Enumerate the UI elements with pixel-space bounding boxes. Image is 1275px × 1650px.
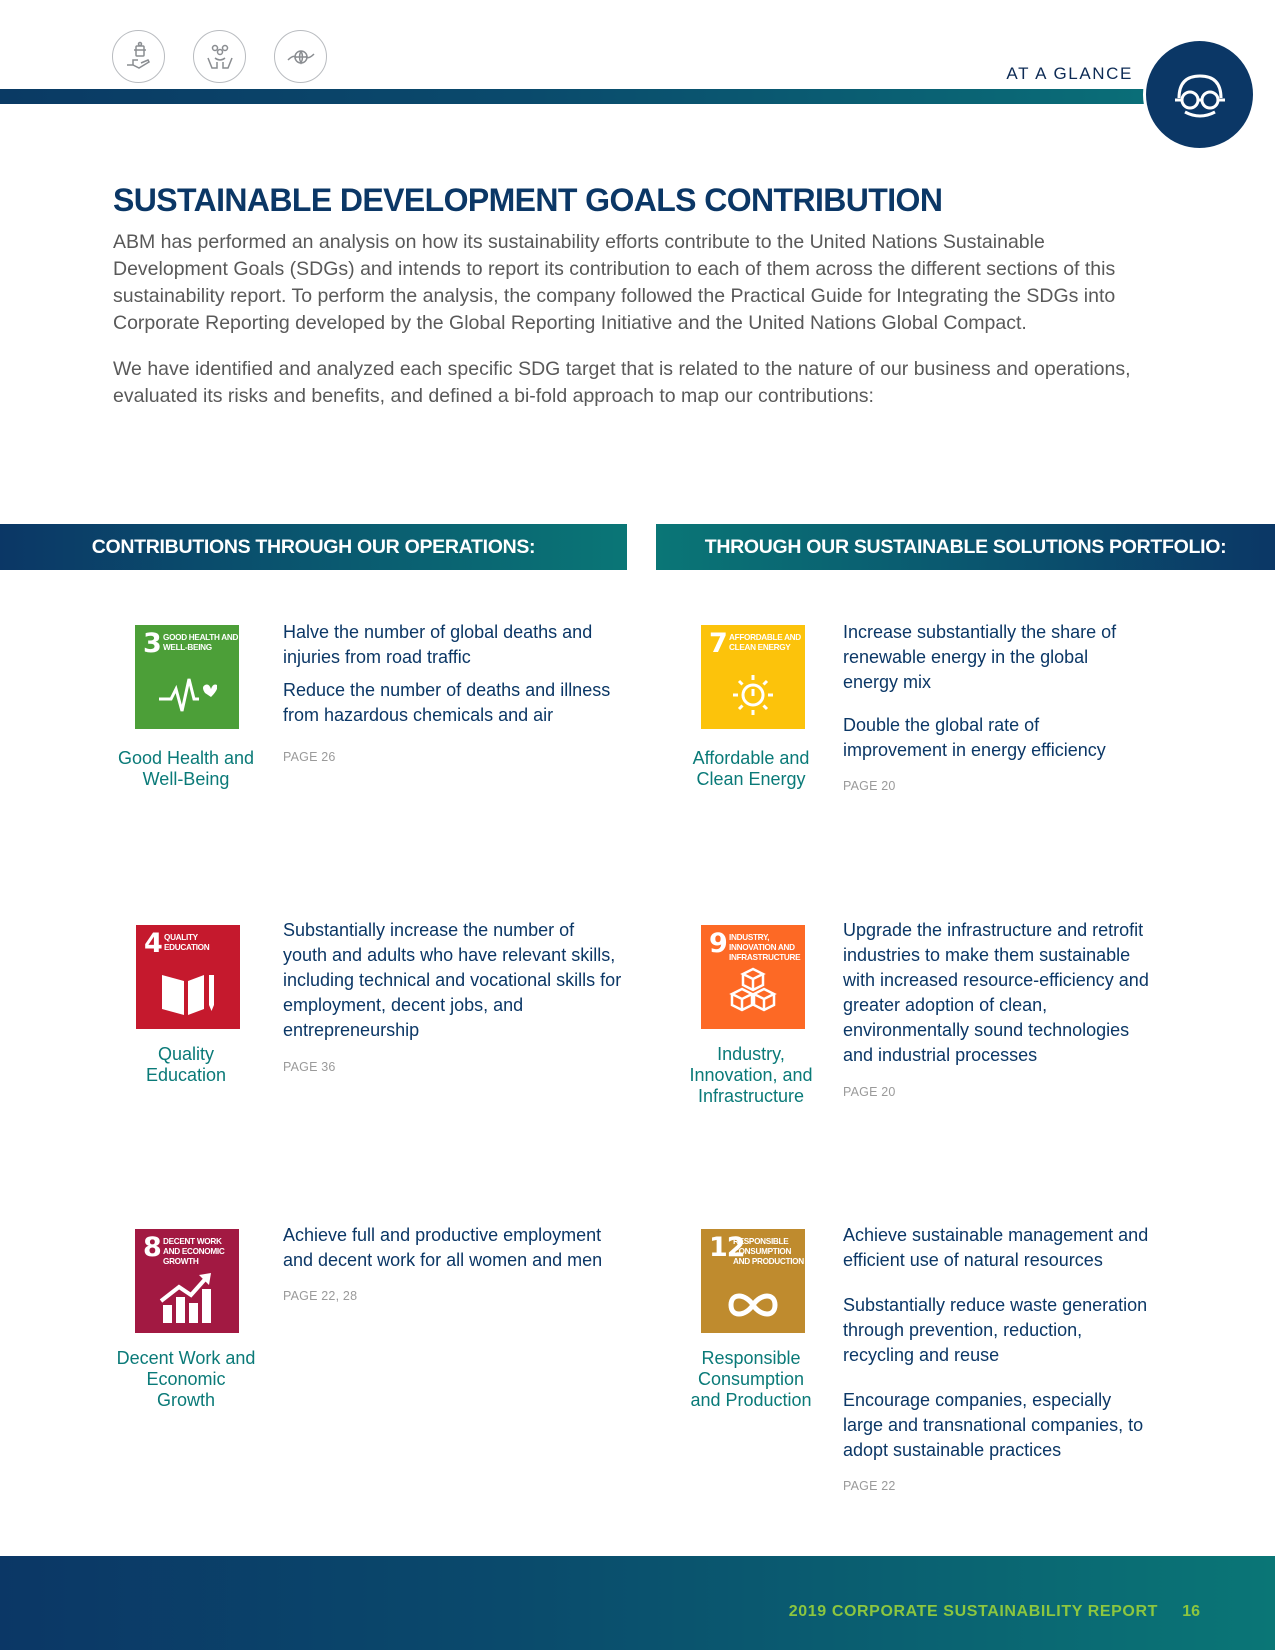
sdg-tile-title: INDUSTRY, INNOVATION AND INFRASTRUCTURE xyxy=(729,933,801,962)
target-text: Substantially increase the number of youth and adults who have relevant skills, including technical and vocational skills for employment, decent jobs, and entrepreneurship xyxy=(283,920,622,1040)
target-text: Substantially reduce waste generation through prevention, reduction, recycling and reuse xyxy=(843,1295,1148,1365)
footer-bar xyxy=(0,1556,1275,1650)
page-number: 16 xyxy=(1182,1603,1200,1620)
sdg-8-tile xyxy=(135,1229,239,1333)
sdg-9-tile xyxy=(701,925,805,1029)
section-label: AT A GLANCE xyxy=(1006,64,1133,83)
sdg-tile-title: RESPONSIBLE CONSUMPTION AND PRODUCTION xyxy=(733,1237,804,1266)
target-text: Encourage companies, especially large and transnational companies, to adopt sustainable practices xyxy=(843,1390,1144,1460)
heartbeat-icon xyxy=(157,665,217,721)
growth-chart-icon xyxy=(157,1269,217,1325)
sdg-tile-title: DECENT WORK AND ECONOMIC GROWTH xyxy=(163,1237,225,1266)
target-text: Double the global rate of improvement in energy efficiency xyxy=(843,715,1106,760)
sdg-caption: Industry, Innovation, and Infrastructure xyxy=(689,1044,813,1106)
target-text: Halve the number of global deaths and injuries from road traffic xyxy=(283,622,593,667)
page-ref: PAGE 20 xyxy=(843,1085,896,1099)
sdg-4-tile xyxy=(136,925,240,1029)
book-pencil-icon xyxy=(158,965,218,1021)
target-text: Achieve full and productive employment and decent work for all women and men xyxy=(283,1225,603,1270)
operations-heading: CONTRIBUTIONS THROUGH OUR OPERATIONS: xyxy=(0,524,627,570)
sdg-number: 12 xyxy=(709,1232,745,1263)
sdg-caption: Decent Work and Economic Growth xyxy=(116,1348,256,1410)
target-text: Increase substantially the share of renewable energy in the global energy mix xyxy=(843,622,1117,692)
sdg-caption: Responsible Consumption and Production xyxy=(690,1348,812,1410)
sdg-3-tile xyxy=(135,625,239,729)
sdg-tile-title: QUALITY EDUCATION xyxy=(164,933,210,952)
sdg-number: 4 xyxy=(144,928,162,959)
infinity-icon xyxy=(723,1269,783,1325)
page-title: SUSTAINABLE DEVELOPMENT GOALS CONTRIBUTION xyxy=(113,182,943,218)
binoculars-icon xyxy=(1165,60,1235,130)
sdg-number: 9 xyxy=(709,928,727,959)
sdg-number: 8 xyxy=(143,1232,161,1263)
sdg-number: 3 xyxy=(143,628,161,659)
intro-paragraph: We have identified and analyzed each specific SDG target that is related to the nature of our business and operations, evaluated its risks and benefits, and defined a bi-fold approach to map our contributions: xyxy=(113,358,1131,407)
report-title: 2019 CORPORATE SUSTAINABILITY REPORT xyxy=(788,1603,1158,1620)
sun-power-icon xyxy=(723,665,783,721)
sdg-caption: Quality Education xyxy=(145,1044,227,1085)
sdg-caption: Affordable and Clean Energy xyxy=(692,748,810,789)
portfolio-heading: THROUGH OUR SUSTAINABLE SOLUTIONS PORTFOLIO: xyxy=(656,524,1275,570)
sdg-7-tile xyxy=(701,625,805,729)
cubes-icon xyxy=(723,965,783,1021)
sdg-caption: Good Health and Well-Being xyxy=(117,748,255,789)
page-ref: PAGE 36 xyxy=(283,1060,336,1074)
page-ref: PAGE 22 xyxy=(843,1479,896,1493)
page-ref: PAGE 26 xyxy=(283,750,336,764)
target-text: Upgrade the infrastructure and retrofit industries to make them sustainable with increased resource-efficiency and greater adoption of clean, environmentally sound technologies and industrial processes xyxy=(843,920,1149,1065)
sdg-number: 7 xyxy=(709,628,727,659)
globe-leaf-icon xyxy=(274,30,327,83)
target-text: Reduce the number of deaths and illness from hazardous chemicals and air xyxy=(283,680,611,725)
sdg-tile-title: AFFORDABLE AND CLEAN ENERGY xyxy=(729,633,801,652)
page-ref: PAGE 20 xyxy=(843,779,896,793)
hands-people-icon xyxy=(193,30,246,83)
sdg-tile-title: GOOD HEALTH AND WELL-BEING xyxy=(163,633,239,652)
glance-badge xyxy=(1143,38,1256,151)
intro-paragraph: ABM has performed an analysis on how its sustainability efforts contribute to the United Nations Sustainable Development Goals (SDGs) and intends to report its contribution to each of them across the different sections of this sustainability report. To perform the analysis, the company followed the Practical Guide for Integrating the SDGs into Corporate Reporting developed by the Global Reporting Initiative and the United Nations Global Compact. xyxy=(113,231,1116,334)
target-text: Achieve sustainable management and efficient use of natural resources xyxy=(843,1225,1149,1270)
sdg-12-tile xyxy=(701,1229,805,1333)
page-ref: PAGE 22, 28 xyxy=(283,1289,358,1303)
header-icon-row xyxy=(112,30,327,83)
header-bar xyxy=(0,89,1160,104)
hand-holding-scale-icon xyxy=(112,30,165,83)
